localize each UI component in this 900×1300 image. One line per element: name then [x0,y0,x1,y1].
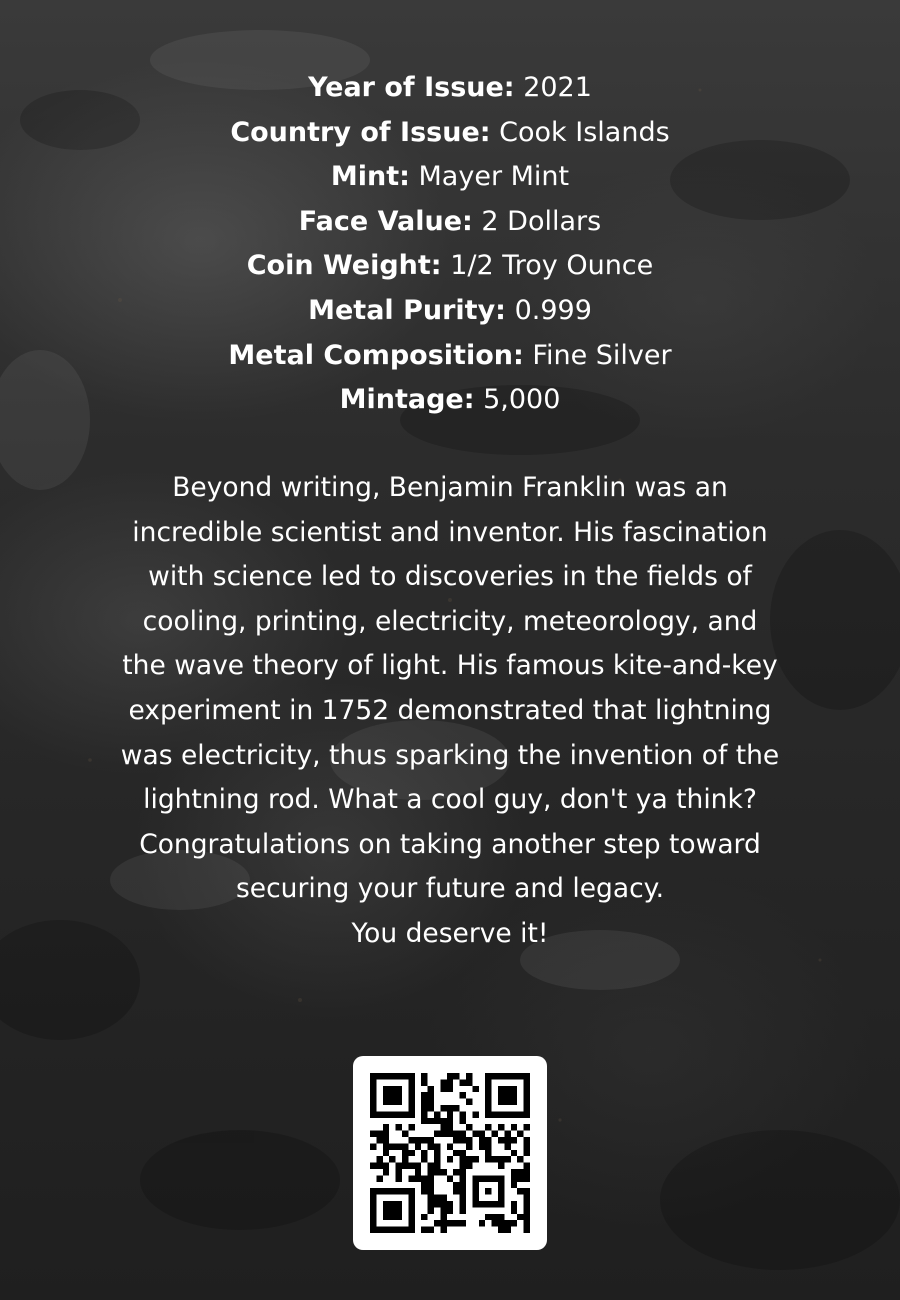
spec-value: 1/2 Troy Ounce [450,250,654,282]
spec-label: Metal Purity: [308,294,506,326]
spec-label: Year of Issue: [308,72,515,103]
spec-row-face-value [0,200,900,245]
spec-value: 5,000 [483,384,561,416]
spec-value: 2 Dollars [481,205,602,237]
spec-row-country-of-issue [0,111,900,156]
description-line: Congratulations on taking another step toward [139,828,761,860]
spec-label: Mint: [330,161,410,193]
description-line: cooling, printing, electricity, meteorology, and [142,605,758,637]
spec-row-mintage [0,378,900,423]
coin-specifications [0,66,900,423]
description-line: Beyond writing, Benjamin Franklin was an [172,472,728,503]
spec-row-year-of-issue [0,66,900,111]
spec-row-coin-weight [0,244,900,289]
qr-code[interactable] [353,1056,547,1250]
spec-value: Cook Islands [499,116,670,148]
description-line: You deserve it! [351,917,549,949]
spec-row-metal-purity [0,289,900,334]
description-line: securing your future and legacy. [235,873,665,905]
spec-label: Metal Composition: [228,339,524,371]
spec-value: 2021 [523,72,592,103]
qr-code-icon [370,1073,530,1233]
spec-value: Fine Silver [532,339,672,371]
spec-value: Mayer Mint [418,161,570,193]
spec-row-mint [0,155,900,200]
description-line: with science led to discoveries in the fields of [148,561,752,593]
description-line: the wave theory of light. His famous kite-and-key [122,650,778,682]
spec-row-metal-composition [0,334,900,379]
description-line: lightning rod. What a cool guy, don't ya think? [143,784,757,816]
franklin-description [50,466,850,957]
spec-value: 0.999 [514,294,592,326]
description-line: experiment in 1752 demonstrated that lightning [128,694,772,726]
spec-label: Country of Issue: [230,116,491,148]
spec-label: Coin Weight: [246,250,442,282]
description-line: incredible scientist and inventor. His fascination [132,516,768,548]
description-line: was electricity, thus sparking the invention of the [120,739,780,771]
spec-label: Mintage: [339,384,475,416]
spec-label: Face Value: [298,205,473,237]
